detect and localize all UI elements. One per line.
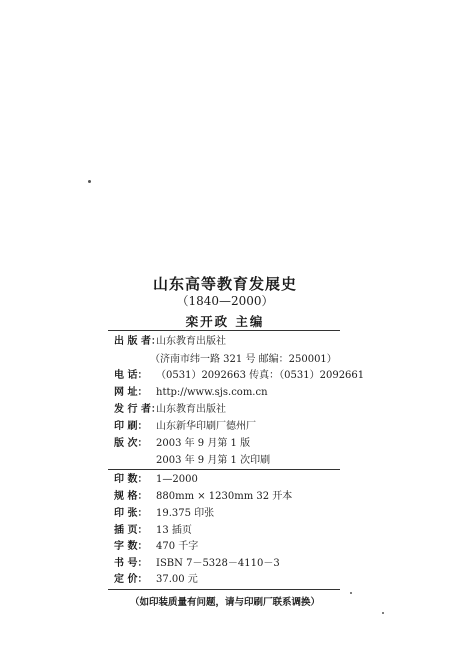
info-row-plates (114, 525, 192, 537)
info-label: 印 张： (114, 508, 148, 519)
info-row-price (114, 574, 198, 586)
info-row-edition (114, 438, 250, 450)
info-value: http://www.sjs.com.cn (156, 387, 268, 398)
info-label: 定 价： (114, 574, 148, 585)
info-value: ISBN 7－5328－4110－3 (156, 558, 280, 569)
info-label: 印 数： (114, 474, 148, 485)
info-row-word-count (114, 541, 198, 553)
info-row-publisher (114, 336, 226, 348)
info-value: 2003 年 9 月第 1 版 (156, 438, 251, 449)
top-rule (108, 330, 340, 331)
info-label: 版 次： (114, 438, 148, 449)
info-value: 37.00 元 (156, 574, 198, 585)
info-value: 山东教育出版社 (156, 404, 226, 415)
info-value: 19.375 印张 (156, 508, 215, 519)
info-value: 山东教育出版社 (156, 336, 226, 347)
book-editor: 栾开政 主编 (185, 314, 265, 329)
info-value: 13 插页 (156, 525, 192, 536)
info-value: 2003 年 9 月第 1 次印刷 (156, 455, 271, 466)
quality-notice: （如印装质量有问题，请与印刷厂联系调换） (129, 597, 320, 608)
bottom-rule (108, 589, 340, 590)
info-row-website (114, 387, 268, 399)
info-row-sheets (114, 508, 214, 520)
info-label: 字 数： (114, 541, 148, 552)
info-row-format (114, 491, 292, 503)
info-row-address (150, 354, 337, 366)
info-row-isbn (114, 558, 280, 570)
info-value: （0531）2092663 传真：（0531）2092661 (156, 370, 365, 381)
book-title: 山东高等教育发展史 (152, 275, 297, 293)
info-row-distributor (114, 404, 226, 416)
info-value: 470 千字 (156, 541, 199, 552)
middle-rule (108, 469, 340, 470)
info-label: 电 话： (114, 370, 148, 381)
info-value: 山东新华印刷厂德州厂 (156, 421, 256, 432)
info-label: 规 格： (114, 491, 148, 502)
info-row-print-run (114, 474, 198, 486)
info-row-printer (114, 421, 256, 433)
scan-speck (382, 612, 384, 614)
info-label: 印 刷： (114, 421, 148, 432)
info-label: 书 号： (114, 558, 148, 569)
info-label: 出 版 者： (114, 336, 161, 347)
info-label: 发 行 者： (114, 404, 161, 415)
info-label: 网 址： (114, 387, 148, 398)
book-years: （1840—2000） (176, 294, 274, 308)
info-row-printing (156, 455, 270, 467)
info-value: 880mm × 1230mm 32 开本 (156, 491, 293, 502)
info-value: （济南市纬一路 321 号 邮编：250001） (150, 354, 337, 365)
info-value: 1—2000 (156, 474, 198, 485)
info-label: 插 页： (114, 525, 148, 536)
scan-speck (88, 180, 91, 183)
info-row-phone (114, 370, 364, 382)
